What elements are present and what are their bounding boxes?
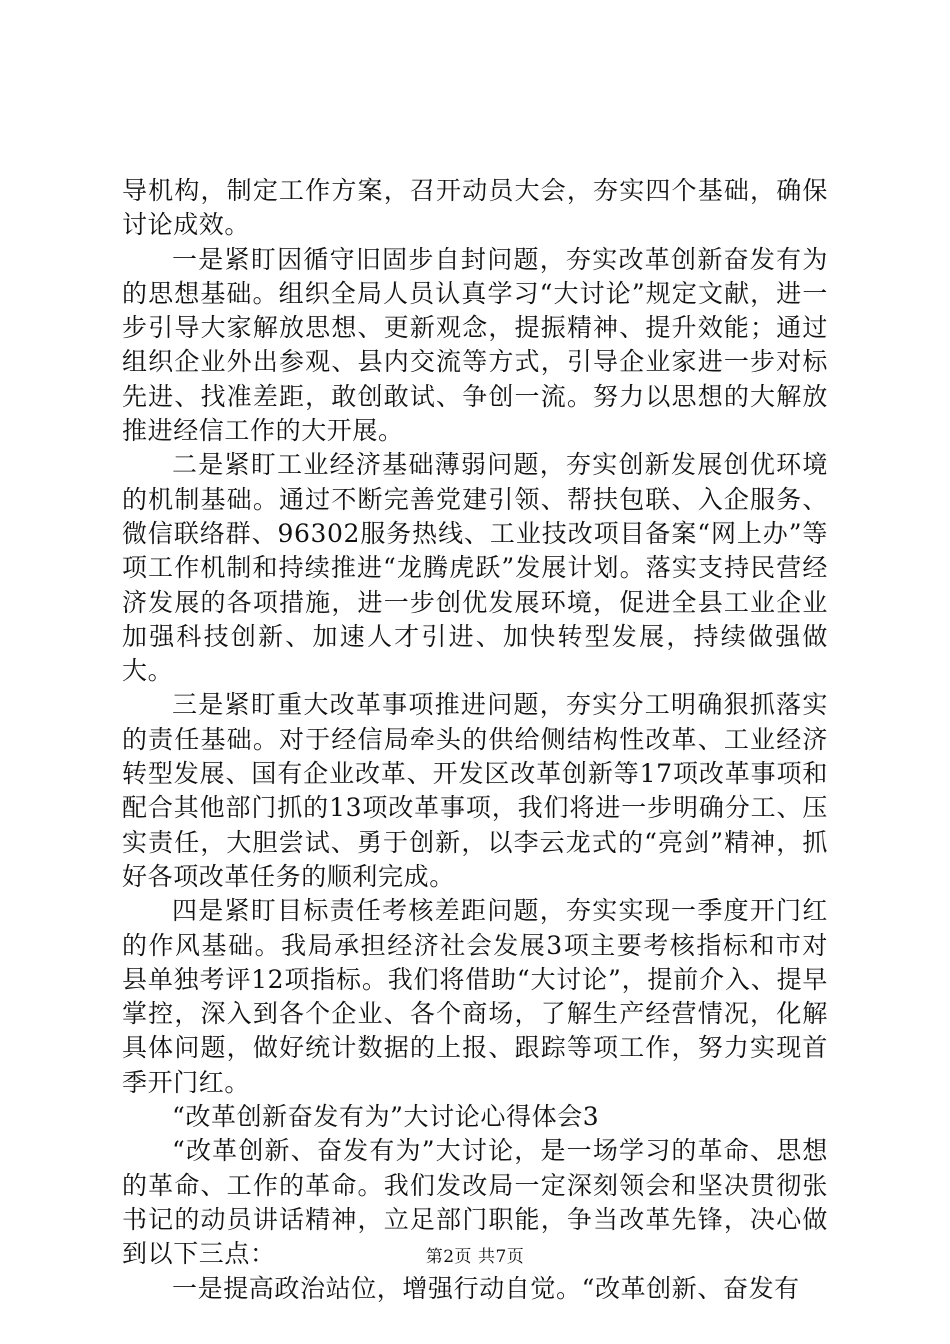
paragraph-point-four: 四是紧盯目标责任考核差距问题，夯实实现一季度开门红的作风基础。我局承担经济社会发展3项主要考核指标和市对县单独考评12项指标。我们将借助“大讨论”，提前介入、提早掌控，深入到各个企业、各个商场，了解生产经营情况，化解具体问题，做好统计数据的上报、跟踪等项工作，努力实现首季开门红。 xyxy=(122,896,828,1097)
paragraph-point-three: 三是紧盯重大改革事项推进问题，夯实分工明确狠抓落实的责任基础。对于经信局牵头的供给侧结构性改革、工业经济转型发展、国有企业改革、开发区改革创新等17项改革事项和配合其他部门抓的13项改革事项，我们将进一步明确分工、压实责任，大胆尝试、勇于创新，以李云龙式的“亮剑”精神，抓好各项改革任务的顺利完成。 xyxy=(122,690,828,891)
paragraph-point-two: 二是紧盯工业经济基础薄弱问题，夯实创新发展创优环境的机制基础。通过不断完善党建引领、帮扶包联、入企服务、微信联络群、96302服务热线、工业技改项目备案“网上办”等项工作机制和持续推进“龙腾虎跃”发展计划。落实支持民营经济发展的各项措施，进一步创优发展环境，促进全县工业企业加强科技创新、加速人才引进、加快转型发展，持续做强做大。 xyxy=(122,450,828,686)
paragraph-intro: “改革创新、奋发有为”大讨论，是一场学习的革命、思想的革命、工作的革命。我们发改局一定深刻领会和坚决贯彻张书记的动员讲话精神，立足部门职能，争当改革先锋，决心做到以下三点： xyxy=(122,1136,828,1269)
paragraph-continuation: 导机构，制定工作方案，召开动员大会，夯实四个基础，确保讨论成效。 xyxy=(122,176,828,240)
paragraph-point-one: 一是紧盯因循守旧固步自封问题，夯实改革创新奋发有为的思想基础。组织全局人员认真学习“大讨论”规定文献，进一步引导大家解放思想、更新观念，提振精神、提升效能；通过组织企业外出参观、县内交流等方式，引导企业家进一步对标先进、找准差距，敢创敢试、争创一流。努力以思想的大解放推进经信工作的大开展。 xyxy=(122,244,828,446)
document-body xyxy=(122,174,828,1306)
paragraph-first-point: 一是提高政治站位，增强行动自觉。“改革创新、奋发有 xyxy=(172,1273,800,1303)
section-heading: “改革创新奋发有为”大讨论心得体会3 xyxy=(172,1102,600,1132)
page-number-footer: 第2页 共7页 xyxy=(425,1247,525,1267)
